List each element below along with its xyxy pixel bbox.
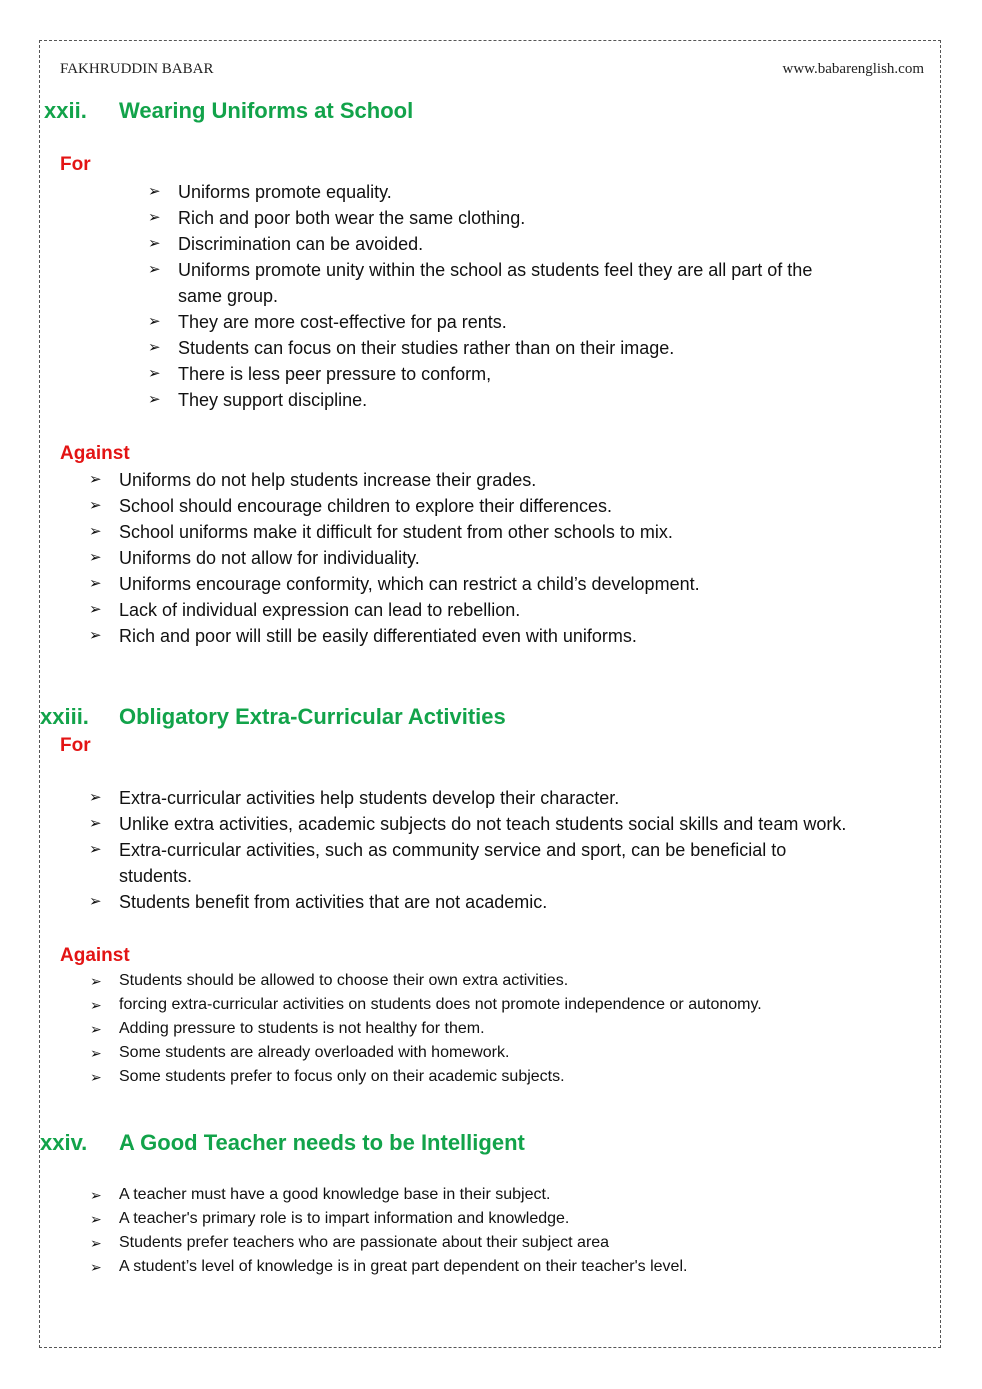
list-item: ➢ Students benefit from activities that are not academic.: [119, 889, 846, 915]
list-item: ➢ Rich and poor both wear the same clothing.: [178, 205, 812, 231]
list-item: ➢ There is less peer pressure to conform,: [178, 361, 812, 387]
list-item: ➢ Extra-curricular activities, such as community service and sport, can be beneficial to: [119, 837, 846, 863]
section-number: xxiv.: [40, 1130, 88, 1155]
list-item-continuation: same group.: [178, 286, 279, 306]
arrowhead-bullet-icon: ➢: [90, 1187, 102, 1203]
list-item: ➢ Extra-curricular activities help students develop their character.: [119, 785, 846, 811]
list-item: ➢ A teacher must have a good knowledge base in their subject.: [119, 1183, 687, 1207]
list-item: ➢ forcing extra-curricular activities on students does not promote independence or autonomy.: [119, 993, 762, 1017]
list-item: ➢ A teacher's primary role is to impart information and knowledge.: [119, 1207, 687, 1231]
header-website: www.babarenglish.com: [782, 61, 924, 77]
list-item: ➢ School uniforms make it difficult for student from other schools to mix.: [119, 519, 700, 545]
arrowhead-bullet-icon: ➢: [148, 183, 161, 200]
section-number: xxiii.: [40, 704, 89, 729]
arrowhead-bullet-icon: ➢: [89, 549, 102, 566]
arrowhead-bullet-icon: ➢: [89, 893, 102, 910]
arrowhead-bullet-icon: ➢: [89, 575, 102, 592]
list-item: ➢ Rich and poor will still be easily differentiated even with uniforms.: [119, 623, 700, 649]
arrowhead-bullet-icon: ➢: [90, 1021, 102, 1037]
list-item: ➢ School should encourage children to explore their differences.: [119, 493, 700, 519]
section-title: A Good Teacher needs to be Intelligent: [119, 1130, 525, 1155]
list-item: ➢ Students prefer teachers who are passionate about their subject area: [119, 1231, 687, 1255]
list-item: ➢ They support discipline.: [178, 387, 812, 413]
list-item-continuation: students.: [119, 866, 193, 886]
list-item: ➢ Some students are already overloaded with homework.: [119, 1041, 762, 1065]
arrowhead-bullet-icon: ➢: [90, 997, 102, 1013]
list-item: ➢ They are more cost-effective for pa rents.: [178, 309, 812, 335]
list-item: ➢ Students can focus on their studies rather than on their image.: [178, 335, 812, 361]
for-heading: For: [60, 735, 91, 756]
arrowhead-bullet-icon: ➢: [89, 841, 102, 858]
arrowhead-bullet-icon: ➢: [90, 1211, 102, 1227]
arrowhead-bullet-icon: ➢: [148, 391, 161, 408]
arrowhead-bullet-icon: ➢: [89, 815, 102, 832]
list-item: ➢ Lack of individual expression can lead to rebellion.: [119, 597, 700, 623]
against-heading: Against: [60, 443, 130, 464]
against-list: [90, 969, 762, 1089]
list-item: ➢ Students should be allowed to choose their own extra activities.: [119, 969, 762, 993]
arrowhead-bullet-icon: ➢: [90, 1045, 102, 1061]
against-heading: Against: [60, 945, 130, 966]
section-title: Wearing Uniforms at School: [119, 98, 414, 123]
arrowhead-bullet-icon: ➢: [89, 471, 102, 488]
against-list: [89, 467, 700, 649]
list-item: ➢ Unlike extra activities, academic subjects do not teach students social skills and team work.: [119, 811, 846, 837]
arrowhead-bullet-icon: ➢: [90, 1069, 102, 1085]
arrowhead-bullet-icon: ➢: [89, 789, 102, 806]
arrowhead-bullet-icon: ➢: [148, 339, 161, 356]
points-list: [90, 1183, 688, 1279]
arrowhead-bullet-icon: ➢: [89, 497, 102, 514]
arrowhead-bullet-icon: ➢: [89, 601, 102, 618]
section-title: Obligatory Extra-Curricular Activities: [119, 704, 506, 729]
list-item: ➢ Uniforms do not help students increase their grades.: [119, 467, 700, 493]
arrowhead-bullet-icon: ➢: [90, 1259, 102, 1275]
arrowhead-bullet-icon: ➢: [90, 973, 102, 989]
arrowhead-bullet-icon: ➢: [148, 235, 161, 252]
header-author: FAKHRUDDIN BABAR: [60, 61, 214, 77]
list-item: ➢ Adding pressure to students is not healthy for them.: [119, 1017, 762, 1041]
arrowhead-bullet-icon: ➢: [89, 627, 102, 644]
arrowhead-bullet-icon: ➢: [148, 261, 161, 278]
list-item: ➢ Uniforms do not allow for individuality.: [119, 545, 700, 571]
for-heading: For: [60, 154, 91, 175]
list-item: ➢ Uniforms promote unity within the school as students feel they are all part of the: [178, 257, 812, 283]
list-item: ➢ Discrimination can be avoided.: [178, 231, 812, 257]
list-item: ➢ Some students prefer to focus only on their academic subjects.: [119, 1065, 762, 1089]
for-list: [89, 785, 847, 915]
arrowhead-bullet-icon: ➢: [148, 365, 161, 382]
list-item: ➢ Uniforms encourage conformity, which can restrict a child’s development.: [119, 571, 700, 597]
arrowhead-bullet-icon: ➢: [90, 1235, 102, 1251]
arrowhead-bullet-icon: ➢: [148, 209, 161, 226]
section-number: xxii.: [44, 98, 87, 123]
list-item: ➢ Uniforms promote equality.: [178, 179, 812, 205]
list-item: ➢ A student’s level of knowledge is in great part dependent on their teacher's level.: [119, 1255, 687, 1279]
for-list: [148, 179, 813, 413]
arrowhead-bullet-icon: ➢: [89, 523, 102, 540]
arrowhead-bullet-icon: ➢: [148, 313, 161, 330]
